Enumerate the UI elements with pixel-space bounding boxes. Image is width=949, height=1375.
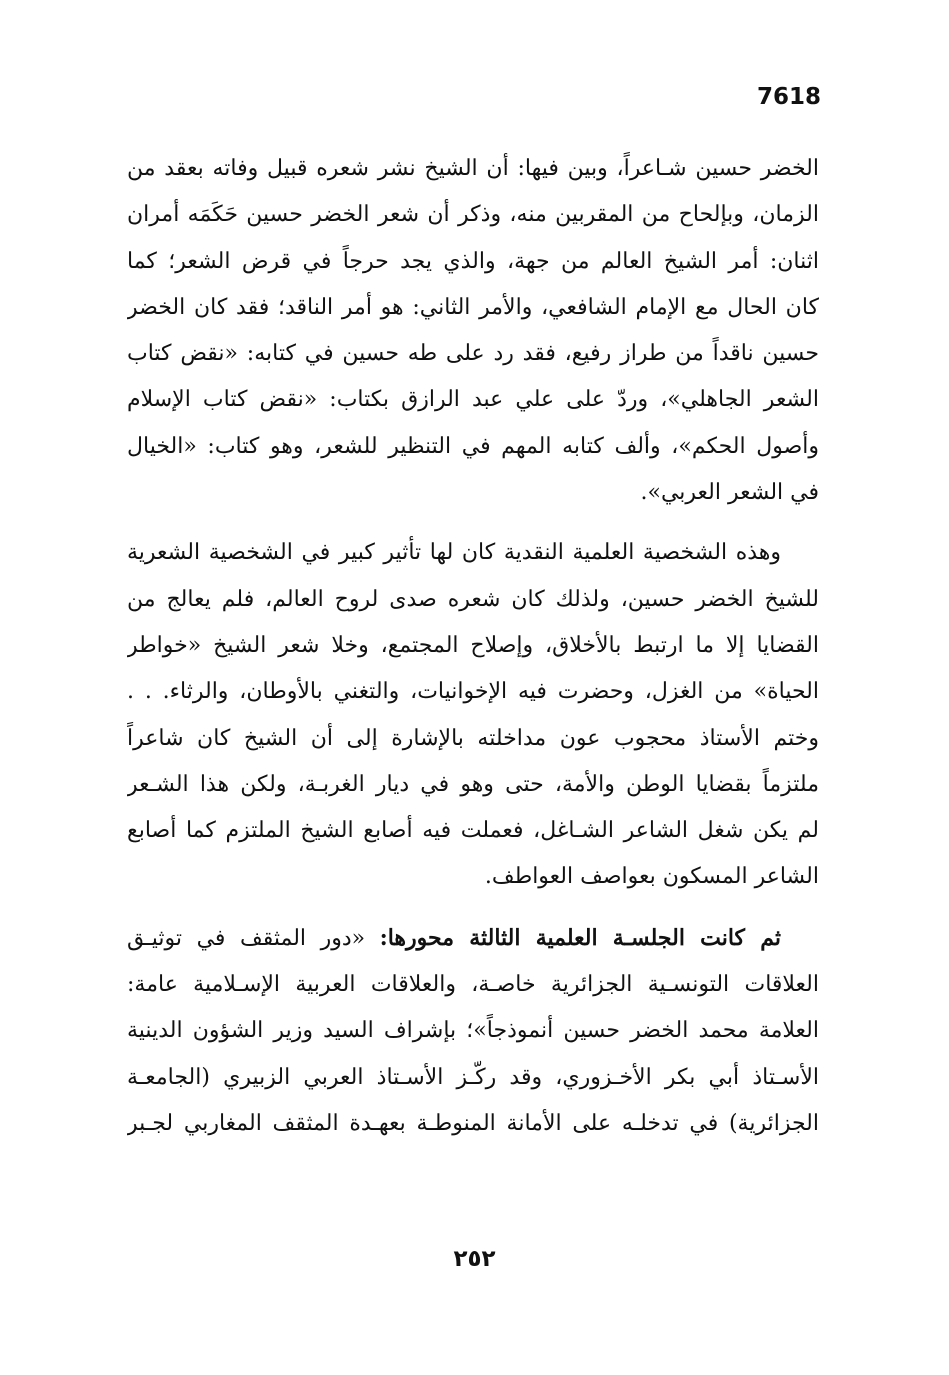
- text-line: لم يكن شغل الشاعر الشـاغل، فعملت فيه أصابع الشيخ الملتزم كما أصابع: [127, 818, 819, 844]
- text-line: حسين ناقداً من طراز رفيع، فقد رد على طه حسين في كتابه: «نقض كتاب: [127, 341, 819, 367]
- text-line: كان الحال مع الإمام الشافعي، والأمر الثاني: هو أمر الناقد؛ فقد كان الخضر: [127, 294, 819, 320]
- text-line: وأصول الحكم»، وألف كتابه المهم في التنظير للشعر، وهو كتاب: «الخيال: [127, 433, 819, 459]
- session-heading: ثم كانت الجلسـة العلمية الثالثة محورها:: [379, 924, 781, 951]
- text-line: الشعر الجاهلي»، وردّ على علي عبد الرازق بكتاب: «نقض كتاب الإسلام: [127, 387, 819, 413]
- session-title: «دور المثقف في توثيـق: [127, 925, 380, 951]
- text-line: وهذه الشخصية العلمية النقدية كان لها تأثير كبير في الشخصية الشعرية: [127, 540, 781, 566]
- text-line: القضايا إلا ما ارتبط بالأخلاق، وإصلاح المجتمع، وخلا شعر الشيخ «خواطر: [127, 632, 819, 658]
- page-id: 7618: [756, 84, 821, 110]
- text-line: [127, 915, 819, 962]
- text-line: اثنان: أمر الشيخ العالم من جهة، والذي يجد حرجاً في قرض الشعر؛ كما: [127, 248, 819, 274]
- text-line: العلاقات التونسـية الجزائرية خاصـة، والعلاقات العربية الإسـلامية عامة:: [127, 972, 819, 998]
- paragraph-1: [127, 146, 819, 516]
- text-line: الزمان، وبإلحاح من المقربين منه، وذكر أن شعر الخضر حسين حَكَمَه أمران: [127, 202, 819, 228]
- paragraph-3: [127, 915, 819, 1147]
- text-line: العلامة محمد الخضر حسين أنموذجاً»؛ بإشراف السيد وزير الشؤون الدينية: [127, 1018, 819, 1044]
- text-line: الشاعر المسكون بعواصف العواطف.: [484, 864, 819, 890]
- text-line: الحياة» من الغزل، وحضرت فيه الإخوانيات، والتغني بالأوطان، والرثاء. . .: [127, 679, 819, 705]
- text-line: الأسـتاذ أبي بكر الأخـزوري، وقد ركّـز الأسـتاذ العربي الزبيري (الجامعـة: [127, 1064, 819, 1090]
- text-line: الجزائرية) في تدخلـه على الأمانة المنوطـة بعهـدة المثقف المغاربي لجـبر: [127, 1110, 819, 1136]
- body-text: [127, 146, 819, 1147]
- text-line: وختم الأستاذ محجوب عون مداخلته بالإشارة إلى أن الشيخ كان شاعراً: [127, 725, 819, 751]
- text-line: ملتزماً بقضايا الوطن والأمة، حتى وهو في ديار الغربـة، ولكن هذا الشـعر: [127, 771, 819, 797]
- page-number: ٢٥٢: [453, 1246, 496, 1272]
- text-line: الخضر حسين شـاعراً، وبين فيها: أن الشيخ نشر شعره قبيل وفاته بعقد من: [127, 156, 819, 181]
- paragraph-2: [127, 530, 819, 900]
- text-line: في الشعر العربي».: [640, 480, 819, 506]
- text-line: للشيخ الخضر حسين، ولذلك كان شعره صدى لروح العالم، فلم يعالج من: [127, 586, 819, 612]
